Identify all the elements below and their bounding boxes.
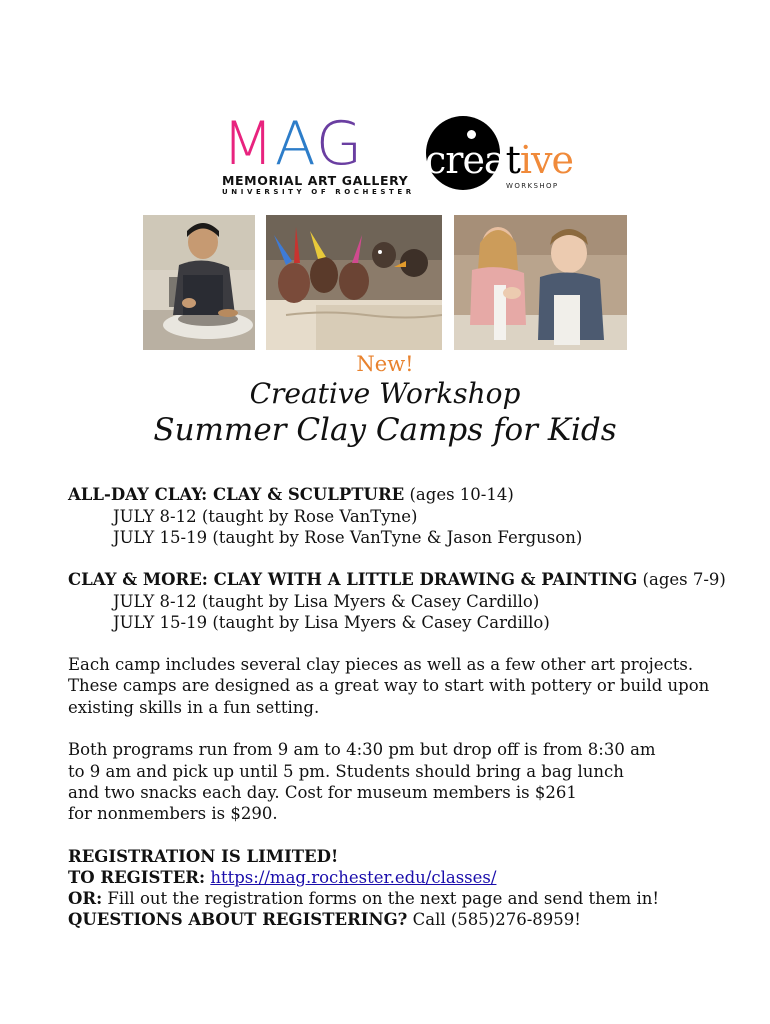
- description-line: These camps are designed as a great way to start with pottery or build upon: [68, 676, 710, 695]
- mag-letters: MAG: [222, 109, 364, 179]
- schedule-line: and two snacks each day. Cost for museum members is $261: [68, 783, 577, 802]
- camp-session: JULY 8-12 (taught by Lisa Myers & Casey Cardillo): [113, 592, 540, 611]
- page-subtitle: Summer Clay Camps for Kids: [153, 412, 617, 448]
- registration-limited: REGISTRATION IS LIMITED!: [68, 847, 339, 866]
- mag-logo: [222, 109, 422, 196]
- creative-sub: WORKSHOP: [506, 182, 559, 190]
- register-line: TO REGISTER: https://mag.rochester.edu/classes/: [68, 868, 497, 887]
- schedule-line: Both programs run from 9 am to 4:30 pm but drop off is from 8:30 am: [68, 740, 656, 759]
- camp-heading: CLAY & MORE: CLAY WITH A LITTLE DRAWING & PAINTING (ages 7-9): [68, 570, 726, 589]
- photo-boy-pottery-wheel: [143, 215, 255, 350]
- mag-name: MEMORIAL ART GALLERY: [222, 173, 409, 188]
- new-label: New!: [356, 352, 414, 376]
- schedule-line: to 9 am and pick up until 5 pm. Students should bring a bag lunch: [68, 762, 624, 781]
- page-title: Creative Workshop: [249, 377, 521, 410]
- mag-university: UNIVERSITY OF ROCHESTER: [222, 188, 415, 196]
- questions-line: QUESTIONS ABOUT REGISTERING? Call (585)276-8959!: [68, 910, 581, 929]
- creative-workshop-logo: [422, 112, 573, 202]
- camp-session: JULY 15-19 (taught by Lisa Myers & Casey Cardillo): [113, 613, 550, 632]
- photo-clay-bird-sculptures: [266, 215, 442, 350]
- camp-session: JULY 15-19 (taught by Rose VanTyne & Jason Ferguson): [113, 528, 583, 547]
- or-line: OR: Fill out the registration forms on the next page and send them in!: [68, 889, 659, 908]
- description-line: Each camp includes several clay pieces as well as a few other art projects.: [68, 655, 694, 674]
- photo-kids-sculpting: [454, 215, 627, 350]
- creative-word: creative: [425, 138, 573, 182]
- schedule-line: for nonmembers is $290.: [68, 804, 278, 823]
- camp-heading: ALL-DAY CLAY: CLAY & SCULPTURE (ages 10-14): [68, 485, 514, 504]
- registration-link[interactable]: https://mag.rochester.edu/classes/: [210, 868, 497, 887]
- description-line: existing skills in a fun setting.: [68, 698, 320, 717]
- camp-session: JULY 8-12 (taught by Rose VanTyne): [113, 507, 418, 526]
